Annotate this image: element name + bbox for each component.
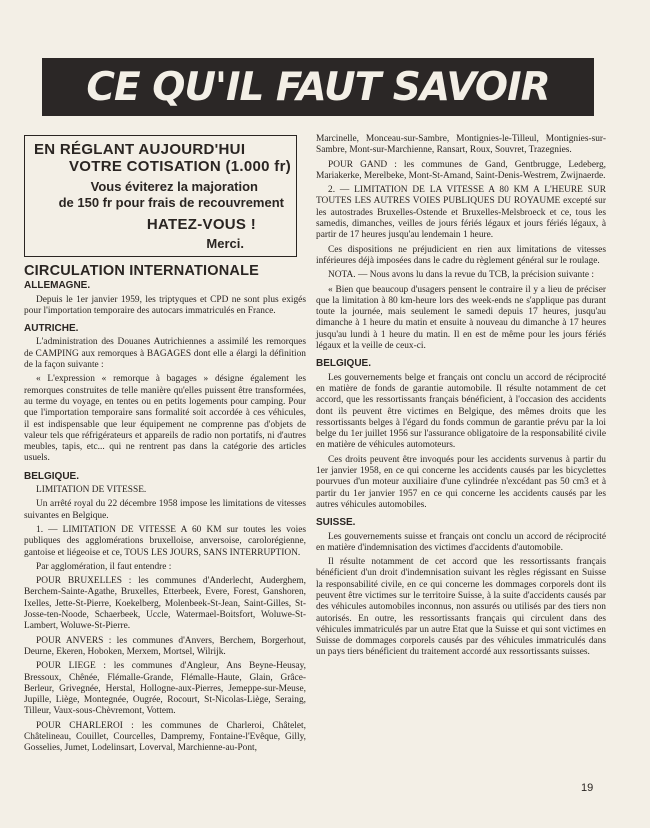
paragraph: « L'expression « remorque à bagages » désigne également les remorques construites de telle manière qu'elles puissent être transformées, au terme du voyage, en tentes ou en petits logements pour camping. Pour que l'importation temporaire sans formalité soit accordée à ces véhicules, il est indispensable que leur équipement ne comprenne pas d'objets de valeur tels que réfrigérateurs et appareils de radio non portatifs, ni d'autres meubles, tapis, etc... qui ne rentrent pas dans la catégorie des articles usuels. [24, 374, 306, 464]
heading-belgique: BELGIQUE. [24, 470, 80, 482]
notice-line-2: VOTRE COTISATION (1.000 fr) [69, 158, 292, 175]
paragraph: 2. — LIMITATION DE LA VITESSE A 80 KM A L'HEURE SUR TOUTES LES AUTRES VOIES PUBLIQUES DU ROYAUME excepté sur les autostrades Bruxelles-Ostende et Bruxelles-Melsbroeck et ce, tous les samedis, dimanches, veilles de jours fériés légaux et jours fériés légaux, à partir de 17 heures jusqu'au lendemain 1 heure. [316, 185, 606, 241]
notice-line-4: de 150 fr pour frais de recouvrement [58, 195, 284, 210]
paragraph: L'administration des Douanes Autrichiennes a assimilé les remorques de CAMPING aux remorques à BAGAGES dont elle a élargi la définition de la façon suivante : [24, 337, 306, 371]
paragraph: POUR BRUXELLES : les communes d'Anderlecht, Auderghem, Berchem-Sainte-Agathe, Bruxelles, Etterbeek, Evere, Forest, Ganshoren, Ixelles, Jette-St-Pierre, Koekelberg, Molenbeek-St-Jean, Saint-Gilles, St-Josse-ten-Noode, Schaerbeek, Uccle, Watermael-Boitsfort, Woluwe-St-Lambert, Woluwe-St-Pierre. [24, 576, 306, 632]
paragraph: POUR ANVERS : les communes d'Anvers, Berchem, Borgerhout, Deurne, Ekeren, Hoboken, Merxem, Mortsel, Wilrijk. [24, 635, 306, 657]
paragraph: « Bien que beaucoup d'usagers pensent le contraire il y a lieu de préciser que la limitation à 80 km-heure lors des week-ends ne s'applique pas durant toute la journée, mais seulement le samedi depuis 17 heures, jusqu'au dimanche à 1 heure du matin et ensuite à nouveau du dimanche à 17 heures jusqu'au lundi à 1 heure du matin. Il en est de même pour les jours fériés légaux et la veille de ceux-ci. [316, 284, 606, 352]
paragraph: POUR LIEGE : les communes d'Angleur, Ans Beyne-Heusay, Bressoux, Chênée, Flémalle-Grande, Flémalle-Haute, Glain, Grâce-Berleur, Grivegnée, Herstal, Hollogne-aux-Pierres, Jemeppe-sur-Meuse, Jupille, Liège, Montegnée, Ougrée, Rocourt, St-Nicolas-Liège, Seraing, Tilleur, Vaux-sous-Chèvremont, Vottem. [24, 661, 306, 717]
paragraph: Ces dispositions ne préjudicient en rien aux limitations de vitesses inférieures déjà imposées dans le cadre du règlement général sur le roulage. [316, 244, 606, 266]
left-column [24, 263, 306, 758]
right-column [316, 134, 606, 662]
paragraph: Par agglomération, il faut entendre : [36, 561, 172, 572]
heading-belgique: BELGIQUE. [316, 358, 372, 370]
paragraph: POUR GAND : les communes de Gand, Gentbrugge, Ledeberg, Mariakerke, Merelbeke, Mont-St-Amand, Saint-Denis-Westrem, Zwijnaerde. [316, 159, 606, 181]
heading-suisse: SUISSE. [316, 517, 356, 529]
paragraph: Les gouvernements suisse et français ont conclu un accord de réciprocité en matière d'indemnisation des victimes d'accidents d'automobile. [316, 531, 606, 553]
paragraph: Marcinelle, Monceau-sur-Sambre, Montignies-le-Tilleul, Montignies-sur-Sambre, Mont-sur-Marchienne, Ransart, Roux, Souvret, Trazegnies. [316, 134, 606, 156]
paragraph: Un arrêté royal du 22 décembre 1958 impose les limitations de vitesses suivantes en Belgique. [24, 499, 306, 521]
notice-line-6: Merci. [206, 236, 244, 251]
heading-allemagne: ALLEMAGNE. [24, 280, 91, 292]
paragraph: Ces droits peuvent être invoqués pour les accidents survenus à partir du 1er janvier 1958, en ce qui concerne les accidents causés par les bicyclettes pourvues d'un moteur auxiliaire d'une cylindrée n'excédant pas 50 cm3 et à partir du 1er janvier 1957 en ce qui concerne les accidents causés par les autres véhicules automobiles. [316, 454, 606, 510]
banner-title: CE QU'IL FAUT SAVOIR [86, 65, 550, 110]
header-banner [42, 58, 594, 116]
page-number: 19 [581, 782, 594, 794]
heading-autriche: AUTRICHE. [24, 323, 79, 335]
paragraph: Depuis le 1er janvier 1959, les triptyques et CPD ne sont plus exigés pour l'importation temporaire des autocars immatriculés en France. [24, 294, 306, 316]
paragraph: LIMITATION DE VITESSE. [36, 485, 147, 496]
notice-line-1: EN RÉGLANT AUJOURD'HUI [34, 141, 246, 158]
paragraph: NOTA. — Nous avons lu dans la revue du TCB, la précision suivante : [328, 270, 594, 281]
paragraph: Il résulte notamment de cet accord que les ressortissants français bénéficient d'un droit d'indemnisation suivant les règles régissant en Suisse la responsabilité civile, en ce qui concerne les dommages corporels dont ils peuvent être victimes sur le territoire Suisse, à la suite d'accidents causés par des véhicules automobiles inconnus, non assurés ou utilisés par des tiers non autorisés. En outre, les ressortissants français qui circulent dans des véhicules immatriculés par un autre Etat que la Suisse et qui sont victimes en Suisse de dommages corporels causés par des véhicules immatriculés dans un pays tiers bénéficient du traitement accordé aux ressortissants suisses. [316, 557, 606, 658]
paragraph: POUR CHARLEROI : les communes de Charleroi, Châtelet, Châtelineau, Couillet, Courcelles, Dampremy, Fontaine-l'Evêque, Gilly, Gosselies, Jumet, Lodelinsart, Loverval, Marchienne-au-Pont, [24, 720, 306, 754]
notice-line-3: Vous éviterez la majoration [90, 179, 258, 194]
section-title: CIRCULATION INTERNATIONALE [24, 263, 260, 279]
paragraph: 1. — LIMITATION DE VITESSE A 60 KM sur toutes les voies publiques des agglomérations bruxelloise, anversoise, carolorégienne, gantoise et liégeoise et ce, TOUS LES JOURS, SANS INTERRUPTION. [24, 524, 306, 558]
notice-line-5: HATEZ-VOUS ! [146, 216, 256, 233]
membership-notice-box [24, 135, 297, 257]
paragraph: Les gouvernements belge et français ont conclu un accord de réciprocité en matière de fonds de garantie automobile. Il résulte notamment de cet accord, que les ressortissants français bénéficient, à l'occasion des accidents dont ils peuvent être victimes en Belgique, des mêmes droits que les ressortissants belges à l'égard du fonds commun de garantie prévu par la loi belge du 1er juillet 1956 sur l'assurance obligatoire de la responsabilité civile en matière de véhicules automoteurs. [316, 372, 606, 451]
